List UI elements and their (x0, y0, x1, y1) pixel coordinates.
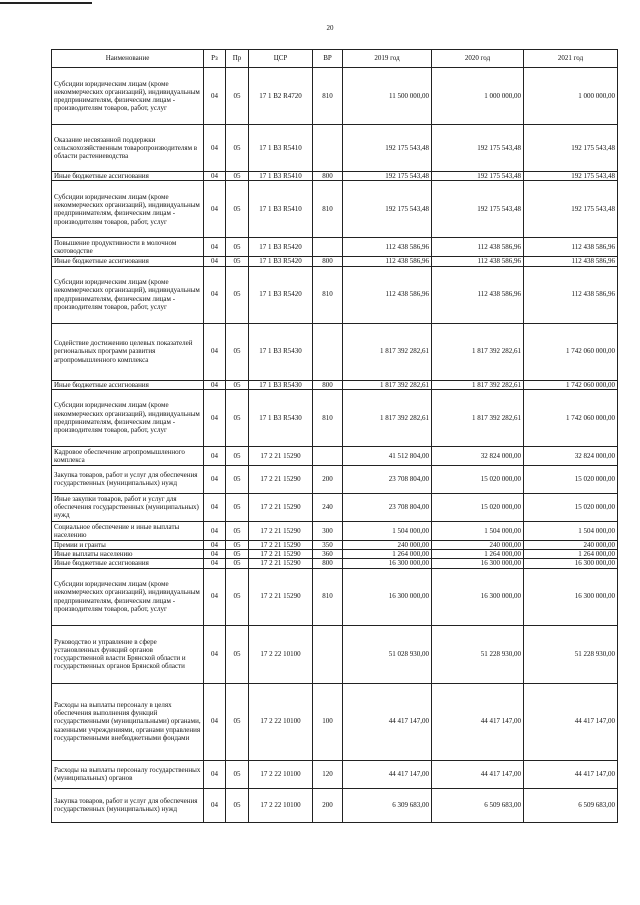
cell-pr: 05 (226, 257, 249, 266)
cell-pr: 05 (226, 238, 249, 257)
cell-2020: 112 438 586,96 (432, 266, 524, 323)
cell-2019: 44 417 147,00 (343, 683, 432, 760)
cell-vr: 810 (313, 181, 343, 238)
cell-name: Иные бюджетные ассигнования (52, 380, 204, 389)
cell-2019: 1 817 392 282,61 (343, 323, 432, 380)
cell-vr (313, 323, 343, 380)
cell-2020: 51 228 930,00 (432, 625, 524, 683)
cell-vr: 810 (313, 68, 343, 125)
cell-2021: 32 824 000,00 (524, 446, 618, 465)
cell-csr: 17 1 В2 R4720 (249, 68, 313, 125)
table-row (52, 446, 618, 465)
cell-2019: 16 300 000,00 (343, 559, 432, 568)
cell-2021: 44 417 147,00 (524, 683, 618, 760)
table-row (52, 550, 618, 559)
cell-name: Субсидии юридическим лицам (кроме некоммерческих организаций), индивидуальным предпринимателям, физическим лицам - производителям товаров, работ, услуг (52, 568, 204, 625)
cell-rz: 04 (204, 446, 226, 465)
cell-vr: 800 (313, 559, 343, 568)
page-number: 20 (326, 24, 334, 32)
cell-pr: 05 (226, 683, 249, 760)
cell-2021: 112 438 586,96 (524, 266, 618, 323)
cell-2021: 15 020 000,00 (524, 465, 618, 493)
cell-name: Субсидии юридическим лицам (кроме некоммерческих организаций), индивидуальным предпринимателям, физическим лицам - производителям товаров, работ, услуг (52, 68, 204, 125)
cell-2021: 192 175 543,48 (524, 181, 618, 238)
table-row (52, 380, 618, 389)
cell-name: Расходы на выплаты персоналу в целях обеспечения выполнения функций государственными (муниципальными) органами, казенными учреждениями, органами управления государственными внебюджетными фондами (52, 683, 204, 760)
table-row (52, 266, 618, 323)
cell-rz: 04 (204, 683, 226, 760)
cell-csr: 17 2 21 15290 (249, 521, 313, 540)
cell-csr: 17 2 21 15290 (249, 559, 313, 568)
table-row (52, 521, 618, 540)
table-row (52, 540, 618, 549)
table-row (52, 559, 618, 568)
cell-name: Субсидии юридическим лицам (кроме некоммерческих организаций), индивидуальным предпринимателям, физическим лицам - производителям товаров, работ, услуг (52, 389, 204, 446)
cell-2020: 112 438 586,96 (432, 238, 524, 257)
cell-2019: 11 500 000,00 (343, 68, 432, 125)
cell-rz: 04 (204, 465, 226, 493)
cell-name: Субсидии юридическим лицам (кроме некоммерческих организаций), индивидуальным предпринимателям, физическим лицам - производителям товаров, работ, услуг (52, 181, 204, 238)
cell-2020: 1 817 392 282,61 (432, 323, 524, 380)
header-2021: 2021 год (524, 50, 618, 68)
cell-vr: 300 (313, 521, 343, 540)
cell-pr: 05 (226, 380, 249, 389)
cell-2019: 23 708 804,00 (343, 493, 432, 521)
cell-2021: 15 020 000,00 (524, 493, 618, 521)
cell-vr (313, 125, 343, 172)
cell-2020: 1 817 392 282,61 (432, 380, 524, 389)
cell-2019: 1 504 000,00 (343, 521, 432, 540)
cell-2021: 1 742 060 000,00 (524, 389, 618, 446)
cell-2019: 51 028 930,00 (343, 625, 432, 683)
cell-2020: 16 300 000,00 (432, 568, 524, 625)
cell-2020: 192 175 543,48 (432, 181, 524, 238)
cell-name: Расходы на выплаты персоналу государственных (муниципальных) органов (52, 760, 204, 788)
cell-rz: 04 (204, 568, 226, 625)
table-row (52, 465, 618, 493)
cell-2020: 192 175 543,48 (432, 172, 524, 181)
cell-pr: 05 (226, 323, 249, 380)
cell-2020: 240 000,00 (432, 540, 524, 549)
cell-2019: 1 817 392 282,61 (343, 380, 432, 389)
cell-2019: 6 309 683,00 (343, 788, 432, 822)
cell-vr: 120 (313, 760, 343, 788)
cell-vr: 810 (313, 266, 343, 323)
cell-name: Иные закупки товаров, работ и услуг для обеспечения государственных (муниципальных) нужд (52, 493, 204, 521)
cell-2021: 6 509 683,00 (524, 788, 618, 822)
header-vr: ВР (313, 50, 343, 68)
cell-pr: 05 (226, 181, 249, 238)
cell-2021: 1 000 000,00 (524, 68, 618, 125)
cell-2019: 44 417 147,00 (343, 760, 432, 788)
cell-2019: 192 175 543,48 (343, 172, 432, 181)
cell-rz: 04 (204, 68, 226, 125)
table-row (52, 257, 618, 266)
cell-2020: 44 417 147,00 (432, 683, 524, 760)
cell-name: Иные бюджетные ассигнования (52, 172, 204, 181)
cell-rz: 04 (204, 493, 226, 521)
cell-pr: 05 (226, 760, 249, 788)
cell-2021: 1 742 060 000,00 (524, 380, 618, 389)
cell-csr: 17 2 22 10100 (249, 625, 313, 683)
cell-pr: 05 (226, 446, 249, 465)
cell-vr: 810 (313, 568, 343, 625)
cell-vr: 200 (313, 465, 343, 493)
table-header-row (52, 50, 618, 68)
cell-2021: 1 504 000,00 (524, 521, 618, 540)
cell-pr: 05 (226, 493, 249, 521)
cell-2021: 1 742 060 000,00 (524, 323, 618, 380)
cell-2021: 16 300 000,00 (524, 568, 618, 625)
cell-rz: 04 (204, 257, 226, 266)
cell-pr: 05 (226, 625, 249, 683)
cell-csr: 17 1 В3 R5430 (249, 323, 313, 380)
cell-csr: 17 2 21 15290 (249, 465, 313, 493)
cell-csr: 17 2 21 15290 (249, 493, 313, 521)
cell-rz: 04 (204, 323, 226, 380)
cell-rz: 04 (204, 181, 226, 238)
table-row (52, 568, 618, 625)
cell-pr: 05 (226, 550, 249, 559)
cell-2019: 112 438 586,96 (343, 257, 432, 266)
cell-name: Субсидии юридическим лицам (кроме некоммерческих организаций), индивидуальным предпринимателям, физическим лицам - производителям товаров, работ, услуг (52, 266, 204, 323)
table-row (52, 625, 618, 683)
cell-pr: 05 (226, 540, 249, 549)
cell-2020: 6 509 683,00 (432, 788, 524, 822)
cell-2021: 1 264 000,00 (524, 550, 618, 559)
cell-vr: 800 (313, 257, 343, 266)
cell-rz: 04 (204, 172, 226, 181)
cell-name: Иные бюджетные ассигнования (52, 559, 204, 568)
cell-vr: 200 (313, 788, 343, 822)
table-row (52, 172, 618, 181)
cell-rz: 04 (204, 125, 226, 172)
cell-csr: 17 2 21 15290 (249, 540, 313, 549)
header-pr: Пр (226, 50, 249, 68)
cell-2021: 192 175 543,48 (524, 125, 618, 172)
cell-vr: 360 (313, 550, 343, 559)
cell-2019: 192 175 543,48 (343, 181, 432, 238)
cell-name: Оказание несвязанной поддержки сельскохозяйственным товаропроизводителям в области растениеводства (52, 125, 204, 172)
cell-vr: 100 (313, 683, 343, 760)
cell-2019: 240 000,00 (343, 540, 432, 549)
cell-csr: 17 1 В3 R5410 (249, 181, 313, 238)
header-csr: ЦСР (249, 50, 313, 68)
header-rz: Рз (204, 50, 226, 68)
table-row (52, 389, 618, 446)
cell-2019: 112 438 586,96 (343, 238, 432, 257)
cell-pr: 05 (226, 465, 249, 493)
cell-2020: 112 438 586,96 (432, 257, 524, 266)
cell-name: Иные бюджетные ассигнования (52, 257, 204, 266)
header-2020: 2020 год (432, 50, 524, 68)
cell-2020: 1 817 392 282,61 (432, 389, 524, 446)
cell-pr: 05 (226, 266, 249, 323)
cell-vr: 800 (313, 172, 343, 181)
header-2019: 2019 год (343, 50, 432, 68)
cell-csr: 17 1 В3 R5410 (249, 172, 313, 181)
cell-2019: 16 300 000,00 (343, 568, 432, 625)
cell-rz: 04 (204, 760, 226, 788)
cell-csr: 17 2 22 10100 (249, 788, 313, 822)
cell-csr: 17 1 В3 R5420 (249, 266, 313, 323)
cell-pr: 05 (226, 68, 249, 125)
cell-2020: 15 020 000,00 (432, 493, 524, 521)
cell-name: Иные выплаты населению (52, 550, 204, 559)
cell-pr: 05 (226, 172, 249, 181)
cell-vr: 800 (313, 380, 343, 389)
cell-name: Закупка товаров, работ и услуг для обеспечения государственных (муниципальных) нужд (52, 788, 204, 822)
cell-rz: 04 (204, 625, 226, 683)
cell-2019: 41 512 804,00 (343, 446, 432, 465)
cell-csr: 17 2 21 15290 (249, 550, 313, 559)
cell-rz: 04 (204, 266, 226, 323)
cell-2019: 1 817 392 282,61 (343, 389, 432, 446)
cell-2019: 192 175 543,48 (343, 125, 432, 172)
table-row (52, 238, 618, 257)
cell-name: Социальное обеспечение и иные выплаты населению (52, 521, 204, 540)
table-row (52, 683, 618, 760)
cell-2019: 1 264 000,00 (343, 550, 432, 559)
cell-pr: 05 (226, 788, 249, 822)
cell-pr: 05 (226, 389, 249, 446)
cell-name: Содействие достижению целевых показателей региональных программ развития агропромышленного комплекса (52, 323, 204, 380)
cell-rz: 04 (204, 788, 226, 822)
cell-csr: 17 2 22 10100 (249, 760, 313, 788)
cell-csr: 17 2 22 10100 (249, 683, 313, 760)
cell-name: Руководство и управление в сфере установленных функций органов государственной власти Брянской области и государственных органов Брянской области (52, 625, 204, 683)
top-rule (0, 2, 92, 4)
cell-name: Премии и гранты (52, 540, 204, 549)
cell-2020: 15 020 000,00 (432, 465, 524, 493)
cell-2020: 44 417 147,00 (432, 760, 524, 788)
cell-csr: 17 1 В3 R5420 (249, 257, 313, 266)
cell-csr: 17 1 В3 R5420 (249, 238, 313, 257)
cell-rz: 04 (204, 559, 226, 568)
cell-csr: 17 1 В3 R5430 (249, 389, 313, 446)
cell-rz: 04 (204, 389, 226, 446)
cell-2021: 16 300 000,00 (524, 559, 618, 568)
cell-2019: 23 708 804,00 (343, 465, 432, 493)
cell-pr: 05 (226, 559, 249, 568)
budget-table (51, 49, 618, 823)
cell-vr (313, 238, 343, 257)
header-name: Наименование (52, 50, 204, 68)
table-row (52, 181, 618, 238)
cell-2020: 1 264 000,00 (432, 550, 524, 559)
cell-rz: 04 (204, 540, 226, 549)
cell-2019: 112 438 586,96 (343, 266, 432, 323)
table-row (52, 788, 618, 822)
cell-pr: 05 (226, 125, 249, 172)
cell-csr: 17 2 21 15290 (249, 446, 313, 465)
cell-vr: 350 (313, 540, 343, 549)
cell-rz: 04 (204, 238, 226, 257)
cell-rz: 04 (204, 521, 226, 540)
cell-pr: 05 (226, 521, 249, 540)
table-row (52, 760, 618, 788)
table-row (52, 323, 618, 380)
cell-2020: 1 000 000,00 (432, 68, 524, 125)
cell-csr: 17 1 В3 R5410 (249, 125, 313, 172)
cell-vr (313, 625, 343, 683)
cell-vr (313, 446, 343, 465)
cell-2021: 192 175 543,48 (524, 172, 618, 181)
cell-vr: 810 (313, 389, 343, 446)
cell-rz: 04 (204, 550, 226, 559)
cell-2021: 112 438 586,96 (524, 238, 618, 257)
cell-pr: 05 (226, 568, 249, 625)
table-row (52, 493, 618, 521)
cell-name: Повышение продуктивности в молочном скотоводстве (52, 238, 204, 257)
table-row (52, 125, 618, 172)
cell-2021: 51 228 930,00 (524, 625, 618, 683)
cell-2021: 44 417 147,00 (524, 760, 618, 788)
cell-2021: 112 438 586,96 (524, 257, 618, 266)
cell-2020: 16 300 000,00 (432, 559, 524, 568)
cell-vr: 240 (313, 493, 343, 521)
cell-2020: 32 824 000,00 (432, 446, 524, 465)
cell-name: Закупка товаров, работ и услуг для обеспечения государственных (муниципальных) нужд (52, 465, 204, 493)
cell-2020: 1 504 000,00 (432, 521, 524, 540)
table-row (52, 68, 618, 125)
cell-name: Кадровое обеспечение агропромышленного комплекса (52, 446, 204, 465)
cell-rz: 04 (204, 380, 226, 389)
cell-2020: 192 175 543,48 (432, 125, 524, 172)
cell-csr: 17 1 В3 R5430 (249, 380, 313, 389)
cell-2021: 240 000,00 (524, 540, 618, 549)
cell-csr: 17 2 21 15290 (249, 568, 313, 625)
